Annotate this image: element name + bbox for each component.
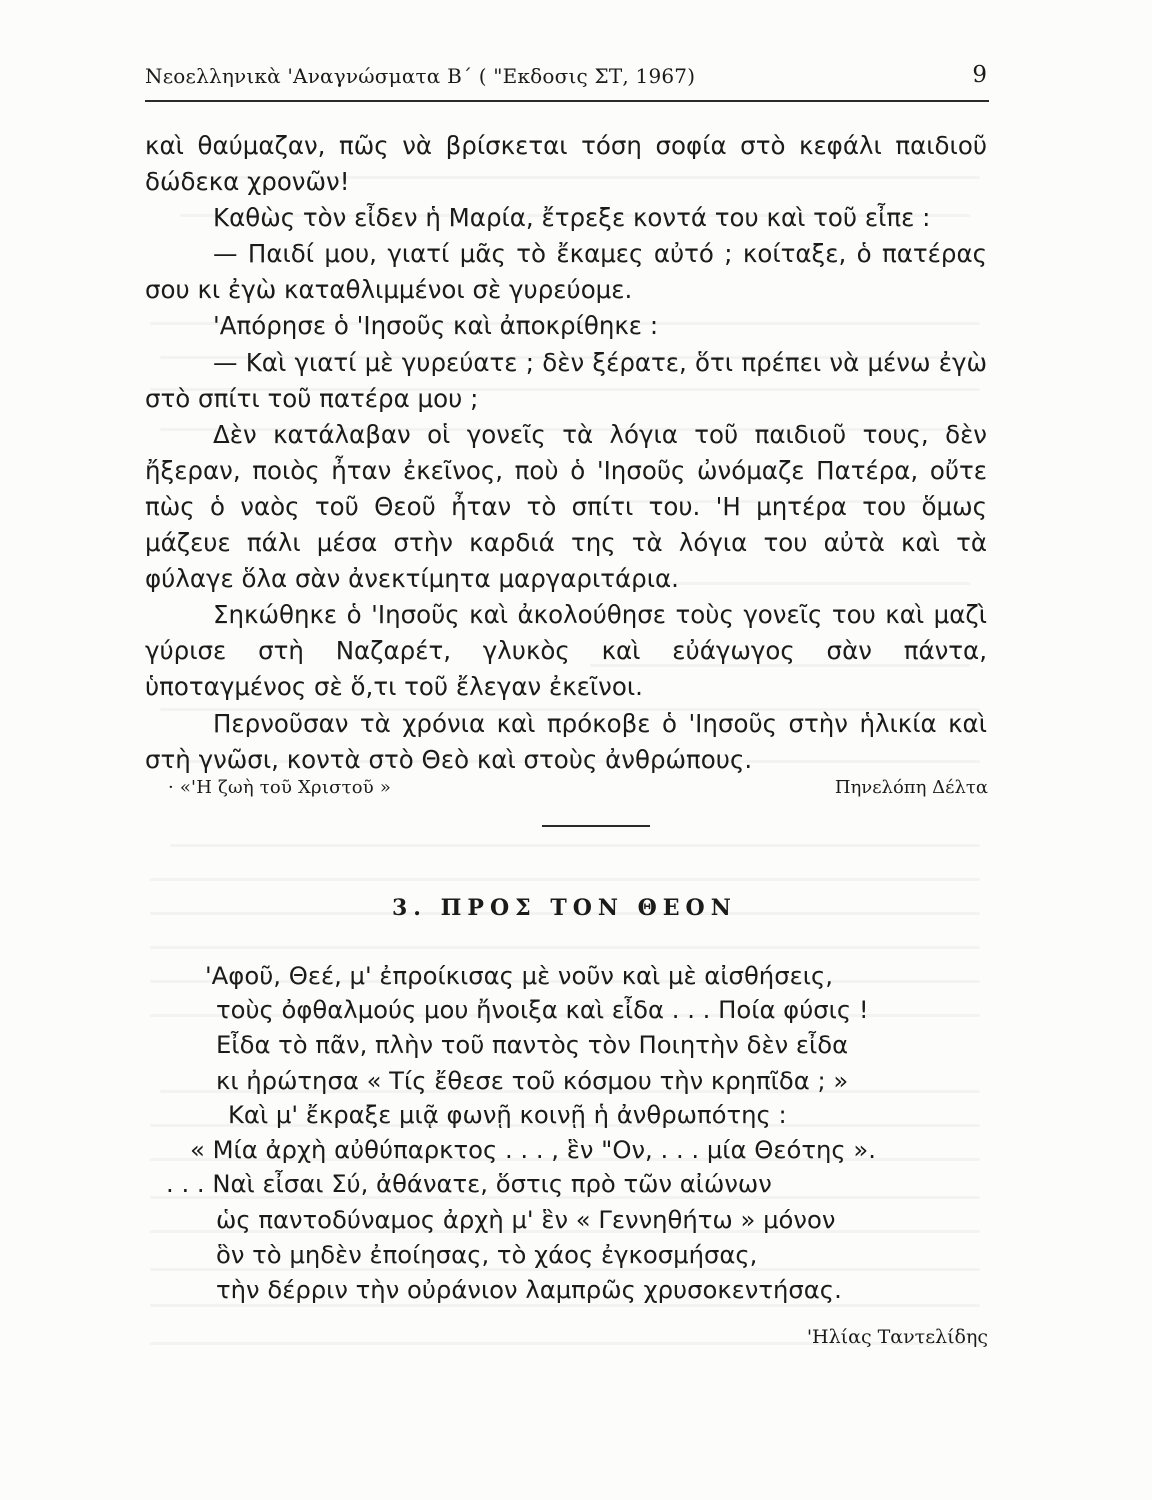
poem-line: τὴν δέρριν τὴν οὐράνιον λαμπρῶς χρυσοκεντήσας. xyxy=(216,1275,842,1304)
section-divider xyxy=(542,825,650,827)
story-author: Πηνελόπη Δέλτα xyxy=(834,777,988,798)
poem-line: τοὺς ὀφθαλμούς μου ἤνοιξα καὶ εἶδα . . . Ποία φύσις ! xyxy=(216,995,869,1024)
paragraph: Δὲν κατάλαβαν οἱ γονεῖς τὰ λόγια τοῦ παιδιοῦ τους, δὲν ἤξεραν, ποιὸς ἦταν ἐκεῖνος, ποὺ ὁ 'Ιησοῦς ὠνόμαζε Πατέρα, οὔτε πὼς ὁ ναὸς τοῦ Θεοῦ ἦταν τὸ σπίτι του. 'Η μητέρα του ὅμως μάζευε πάλι μέσα στὴν καρδιά της τὰ λόγια του αὐτὰ καὶ τὰ φύλαγε ὅλα σὰν ἀνεκτίμητα μαργαριτάρια. xyxy=(145,419,987,594)
paragraph: καὶ θαύμαζαν, πῶς νὰ βρίσκεται τόση σοφία στὸ κεφάλι παιδιοῦ δώδεκα χρονῶν! xyxy=(145,131,987,197)
poem-line: « Μία ἀρχὴ αὐθύπαρκτος . . . , ἓν "Ον, . . . μία Θεότης ». xyxy=(190,1135,876,1164)
poem-line: Εἶδα τὸ πᾶν, πλὴν τοῦ παντὸς τὸν Ποιητὴν δὲν εἶδα xyxy=(216,1030,849,1059)
page-header xyxy=(145,60,989,102)
paragraph: Σηκώθηκε ὁ 'Ιησοῦς καὶ ἀκολούθησε τοὺς γονεῖς του καὶ μαζὶ γύρισε στὴ Ναζαρέτ, γλυκὸς καὶ εὐάγωγος σὰν πάντα, ὑποταγμένος σὲ ὅ,τι τοῦ ἔλεγαν ἐκεῖνοι. xyxy=(145,600,987,702)
poem-line: . . . Ναὶ εἶσαι Σύ, ἀθάνατε, ὅστις πρὸ τῶν αἰώνων xyxy=(166,1169,772,1198)
source-title: · «'Η ζωὴ τοῦ Χριστοῦ » xyxy=(168,777,392,798)
page-number: 9 xyxy=(972,62,987,88)
paragraph: — Παιδί μου, γιατί μᾶς τὸ ἔκαμες αὐτό ; κοίταξε, ὁ πατέρας σου κι ἐγὼ καταθλιμμένοι σὲ γυρεύομε. xyxy=(145,239,987,305)
running-title: Νεοελληνικὰ 'Αναγνώσματα Β΄ ( "Εκδοσις ΣΤ, 1967) xyxy=(145,64,696,88)
poem-line: ὃν τὸ μηδὲν ἐποίησας, τὸ χάος ἐγκοσμήσας, xyxy=(216,1240,758,1269)
poem-title: 3. ΠΡΟΣ ΤΟΝ ΘΕΟΝ xyxy=(392,895,737,921)
paragraph: 'Απόρησε ὁ 'Ιησοῦς καὶ ἀποκρίθηκε : xyxy=(213,311,659,341)
poem-line: ὡς παντοδύναμος ἀρχὴ μ' ἓν « Γεννηθήτω » μόνον xyxy=(216,1205,836,1234)
story-attribution xyxy=(168,777,988,807)
poem-line: Καὶ μ' ἔκραξε μιᾷ φωνῇ κοινῇ ἡ ἀνθρωπότης : xyxy=(228,1100,787,1129)
poem-author: 'Ηλίας Ταντελίδης xyxy=(806,1326,988,1348)
paragraph: — Καὶ γιατί μὲ γυρεύατε ; δὲν ξέρατε, ὅτι πρέπει νὰ μένω ἐγὼ στὸ σπίτι τοῦ πατέρα μου ; xyxy=(145,347,987,413)
poem-line: 'Αφοῦ, Θεέ, μ' ἐπροίκισας μὲ νοῦν καὶ μὲ αἰσθήσεις, xyxy=(205,961,833,990)
poem-line: κι ἠρώτησα « Τίς ἔθεσε τοῦ κόσμου τὴν κρηπῖδα ; » xyxy=(216,1066,849,1095)
paragraph: Καθὼς τὸν εἶδεν ἡ Μαρία, ἔτρεξε κοντά του καὶ τοῦ εἶπε : xyxy=(213,203,931,233)
story-text xyxy=(145,128,987,778)
paragraph: Περνοῦσαν τὰ χρόνια καὶ πρόκοβε ὁ 'Ιησοῦς στὴν ἡλικία καὶ στὴ γνῶσι, κοντὰ στὸ Θεὸ καὶ στοὺς ἀνθρώπους. xyxy=(145,708,987,774)
